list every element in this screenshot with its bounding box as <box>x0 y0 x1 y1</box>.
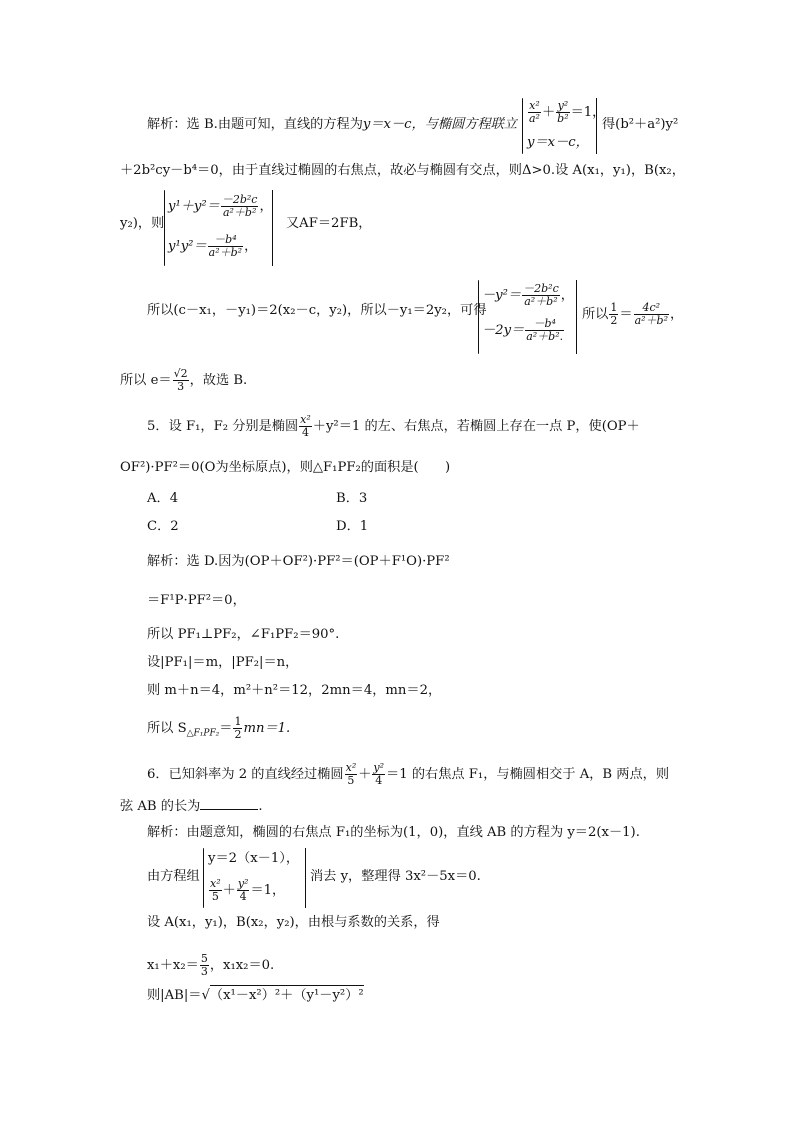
q6-solution-5: 则|AB|＝√（x¹－x²）²＋（y¹－y²）² <box>147 985 364 1005</box>
q6-solution-2-post: 消去 y，整理得 3x²－5x＝0. <box>310 869 481 884</box>
q5-solution-6 <box>147 716 290 743</box>
sol4-line4-pre: 所以(c－x₁，－y₁)＝2(x₂－c，y₂)，所以－y₁＝2y₂，可得 <box>147 303 487 318</box>
text: －2y＝ <box>482 323 525 338</box>
text: x₁＋x₂＝ <box>147 958 199 973</box>
fraction: $\frac{\text{4c²}}{\text{a²＋b²}}$ <box>634 301 668 327</box>
sol4-line4-row1: －y²＝ $\frac{\text{－2b²c}}{\text{a²＋b²}}$ ， <box>482 282 574 308</box>
fraction: $\frac{\text{y²}}{4}$ <box>237 877 249 903</box>
text: ＝ <box>219 721 233 736</box>
text: 所以 e＝ <box>120 373 172 388</box>
q5-option-c: C．2 <box>147 519 179 534</box>
q5-solution-3: 所以 PF₁⊥PF₂，∠F₁PF₂＝90°. <box>147 627 340 642</box>
text: ，故选 B. <box>189 373 248 388</box>
text: ＝1， <box>570 105 606 120</box>
q5-solution-5: 则 m＋n＝4，m²＋n²＝12，2mn＝4，mn＝2， <box>147 683 442 698</box>
text: 6．已知斜率为 2 的直线经过椭圆 <box>147 767 344 782</box>
text: 所以 S <box>147 721 187 736</box>
q6-line1 <box>147 762 669 787</box>
text: 弦 AB 的长为 <box>120 799 201 814</box>
answer-blank[interactable] <box>200 797 258 810</box>
fraction: $\frac{\text{－2b²c}}{\text{a²＋b²}}$ <box>221 193 258 219</box>
system-brace <box>203 848 204 908</box>
subscript: △F₁PF₂ <box>186 728 220 739</box>
text: mn＝1. <box>243 721 291 736</box>
system-right-bar <box>596 98 597 154</box>
q5-solution-2: ＝F¹P·PF²＝0， <box>147 593 246 608</box>
system-brace <box>522 98 523 154</box>
text: 所以 <box>582 307 609 322</box>
text: －y²＝ <box>482 288 522 303</box>
text: ＝1 的右焦点 F₁，与椭圆相交于 A，B 两点，则 <box>386 767 670 782</box>
fraction: $\frac{1}{2}$ <box>234 715 242 741</box>
fraction: $\frac{\text{x²}}{5}$ <box>345 761 357 787</box>
q5-line2: OF²)·PF²＝0(O为坐标原点)，则△F₁PF₂的面积是( ) <box>120 460 451 475</box>
q5-line1 <box>147 414 640 439</box>
fraction: $\frac{\text{x²}}{4}$ <box>300 413 311 439</box>
sol4-line3-post: 又AF＝2FB， <box>286 216 372 231</box>
text: 则|AB|＝ <box>147 988 202 1003</box>
q6-line2 <box>120 797 263 816</box>
fraction: $\frac{5}{3}$ <box>200 952 208 978</box>
q5-option-b: B．3 <box>336 491 368 506</box>
fraction: $\frac{\text{y²}}{4}$ <box>373 761 385 787</box>
system-brace <box>164 190 165 266</box>
fraction: $\frac{\text{－b⁴}}{\text{a²＋b².}}$ <box>526 317 564 343</box>
sol4-line1-post: 得(b²＋a²)y² <box>602 117 679 132</box>
q5-solution-4: 设|PF₁|＝m，|PF₂|＝n， <box>147 655 299 670</box>
fraction: $\frac{\text{y²}}{\text{b²}}$ <box>557 99 569 125</box>
sol4-system-row1 <box>527 100 605 125</box>
text: ＋ <box>358 767 372 782</box>
text: y¹＋y²＝ <box>168 199 220 214</box>
sol4-line4-row2 <box>482 318 565 343</box>
fraction: $\frac{\text{x²}}{\text{a²}}$ <box>529 99 540 125</box>
fraction: $\frac{1}{2}$ <box>610 301 618 327</box>
q6-solution-1: 解析：由题意知，椭圆的右焦点 F₁的坐标为(1，0)，直线 AB 的方程为 y＝2(x－1). <box>147 825 640 840</box>
system-right-bar <box>305 848 306 908</box>
fraction: $\frac{√2}{3}$ <box>173 367 188 393</box>
text: 5．设 F₁，F₂ 分别是椭圆 <box>147 419 299 434</box>
fraction: $\frac{\text{x²}}{5}$ <box>210 877 221 903</box>
sqrt-radicand: （x¹－x²）²＋（y¹－y²）² <box>210 985 364 1005</box>
text: ＝ <box>619 307 633 322</box>
q6-system-row1: y＝2（x－1）， <box>208 851 300 866</box>
q6-solution-3: 设 A(x₁，y₁)，B(x₂，y₂)，由根与系数的关系，得 <box>147 915 440 930</box>
sol4-system-row2: y＝x－c， <box>527 135 589 150</box>
text: ＋ <box>541 105 556 120</box>
fraction: $\frac{\text{－b⁴}}{\text{a²＋b²}}$ <box>208 233 243 259</box>
q6-solution-4 <box>147 953 274 978</box>
system-right-bar <box>272 190 273 266</box>
q6-solution-2-pre: 由方程组 <box>147 869 200 884</box>
sol4-line3-row1: y¹＋y²＝ $\frac{\text{－2b²c}}{\text{a²＋b²}}$ ， <box>168 193 273 219</box>
q5-solution-1: 解析：选 D.因为(OP＋OF²)·PF²＝(OP＋F¹O)·PF² <box>147 554 450 569</box>
sol4-line3-row2: y¹y²＝ $\frac{\text{－b⁴}}{\text{a²＋b²}}$ ， <box>168 233 258 259</box>
system-brace <box>478 280 479 354</box>
text: ，x₁x₂＝0. <box>209 958 275 973</box>
text: . <box>258 799 263 814</box>
q6-system-row2: $\frac{\text{x²}}{5}$ ＋ $\frac{\text{y²}}{4}$ ＝1， <box>210 877 286 903</box>
text: ＝1， <box>250 883 286 898</box>
text: y¹y²＝ <box>168 239 207 254</box>
sol4-line5 <box>120 368 247 393</box>
system-right-bar <box>576 280 577 354</box>
text: ＋y²＝1 的左、右焦点，若椭圆上存在一点 P，使(OP＋ <box>312 419 640 434</box>
sol4-line3-pre: y₂)，则 <box>120 216 165 231</box>
sol4-line4-post: 所以 $\frac{1}{2}$ ＝ $\frac{\text{4c²}}{\text{a²＋b²}}$ ， <box>582 301 684 327</box>
q5-option-d: D．1 <box>336 519 369 534</box>
text: 解析：选 B.由题可知，直线的方程为 <box>147 117 363 132</box>
sol4-line1 <box>147 116 517 134</box>
fraction: $\frac{\text{－2b²c}}{\text{a²＋b²}}$ <box>523 282 559 308</box>
sol4-line2: ＋2b²cy－b⁴＝0，由于直线过椭圆的右焦点，故必与椭圆有交点，则Δ>0.设 A(x₁，y₁)，B(x₂， <box>120 163 685 178</box>
q5-option-a: A．4 <box>147 491 179 506</box>
text: y＝x－c，与椭圆方程联立 <box>362 117 518 132</box>
